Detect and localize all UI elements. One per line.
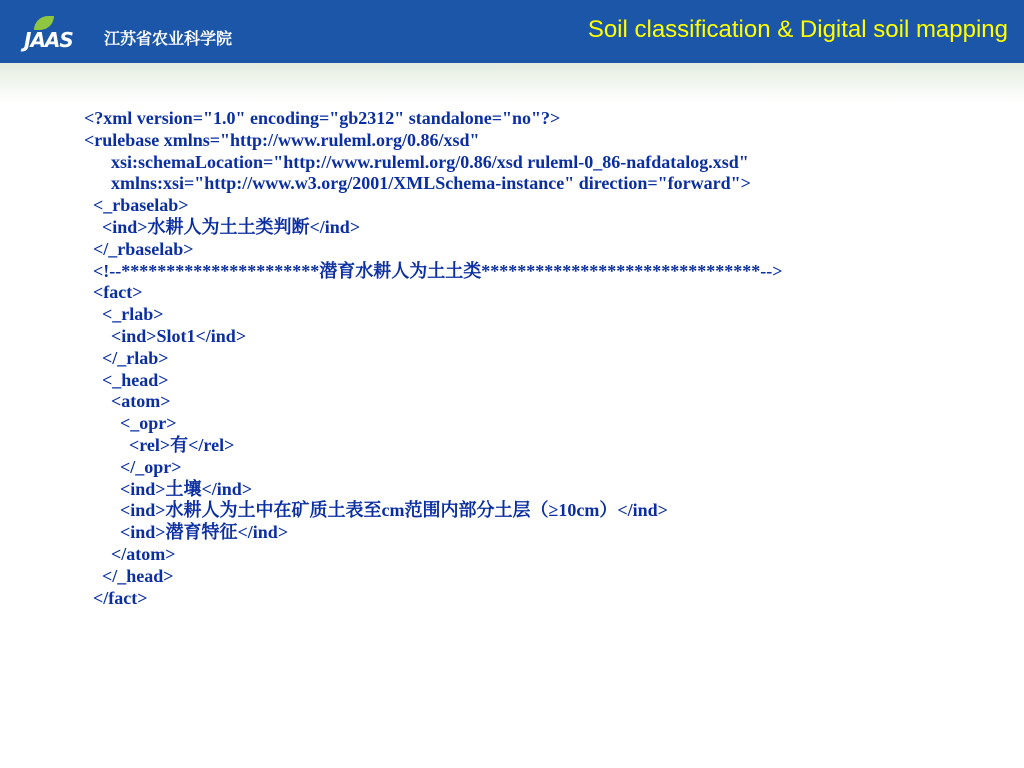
code-line: </_opr> — [84, 456, 182, 477]
code-line: <!--**********************潜育水耕人为土土类*******************************--> — [84, 260, 783, 281]
code-line: <ind>Slot1</ind> — [84, 325, 247, 346]
slide-title: Soil classification & Digital soil mapping — [587, 16, 1008, 43]
code-line: <rel>有</rel> — [84, 434, 235, 455]
code-line: <ind>水耕人为土土类判断</ind> — [84, 216, 361, 237]
header-decoration — [0, 63, 1024, 103]
organization-name: 江苏省农业科学院 — [104, 28, 233, 48]
code-line: </_rbaselab> — [84, 238, 194, 259]
code-line: </_head> — [84, 565, 174, 586]
logo-mark-text: JAAS — [24, 28, 73, 52]
code-line: <ind>土壤</ind> — [84, 478, 253, 499]
code-line: <ind>水耕人为土中在矿质土表至cm范围内部分土层（≥10cm）</ind> — [84, 500, 668, 521]
code-line: <?xml version="1.0" encoding="gb2312" standalone="no"?> — [84, 108, 561, 128]
code-line: <atom> — [84, 391, 171, 412]
code-line: </_rlab> — [84, 347, 169, 368]
code-line: xmlns:xsi="http://www.w3.org/2001/XMLSchema-instance" direction="forward"> — [84, 173, 751, 194]
code-line: </atom> — [84, 543, 176, 564]
code-line: </fact> — [84, 587, 148, 608]
code-line: <_rbaselab> — [84, 195, 189, 216]
code-line: xsi:schemaLocation="http://www.ruleml.org/0.86/xsd ruleml-0_86-nafdatalog.xsd" — [84, 151, 749, 172]
code-line: <rulebase xmlns="http://www.ruleml.org/0.86/xsd" — [84, 129, 480, 150]
code-line: <_head> — [84, 369, 169, 390]
code-line: <_opr> — [84, 413, 177, 434]
jaas-logo-mark — [24, 16, 80, 50]
xml-code-block — [84, 108, 1004, 609]
jaas-logo — [24, 16, 232, 50]
code-line: <ind>潜育特征</ind> — [84, 522, 289, 543]
code-line: <fact> — [84, 282, 143, 303]
code-line: <_rlab> — [84, 304, 164, 325]
